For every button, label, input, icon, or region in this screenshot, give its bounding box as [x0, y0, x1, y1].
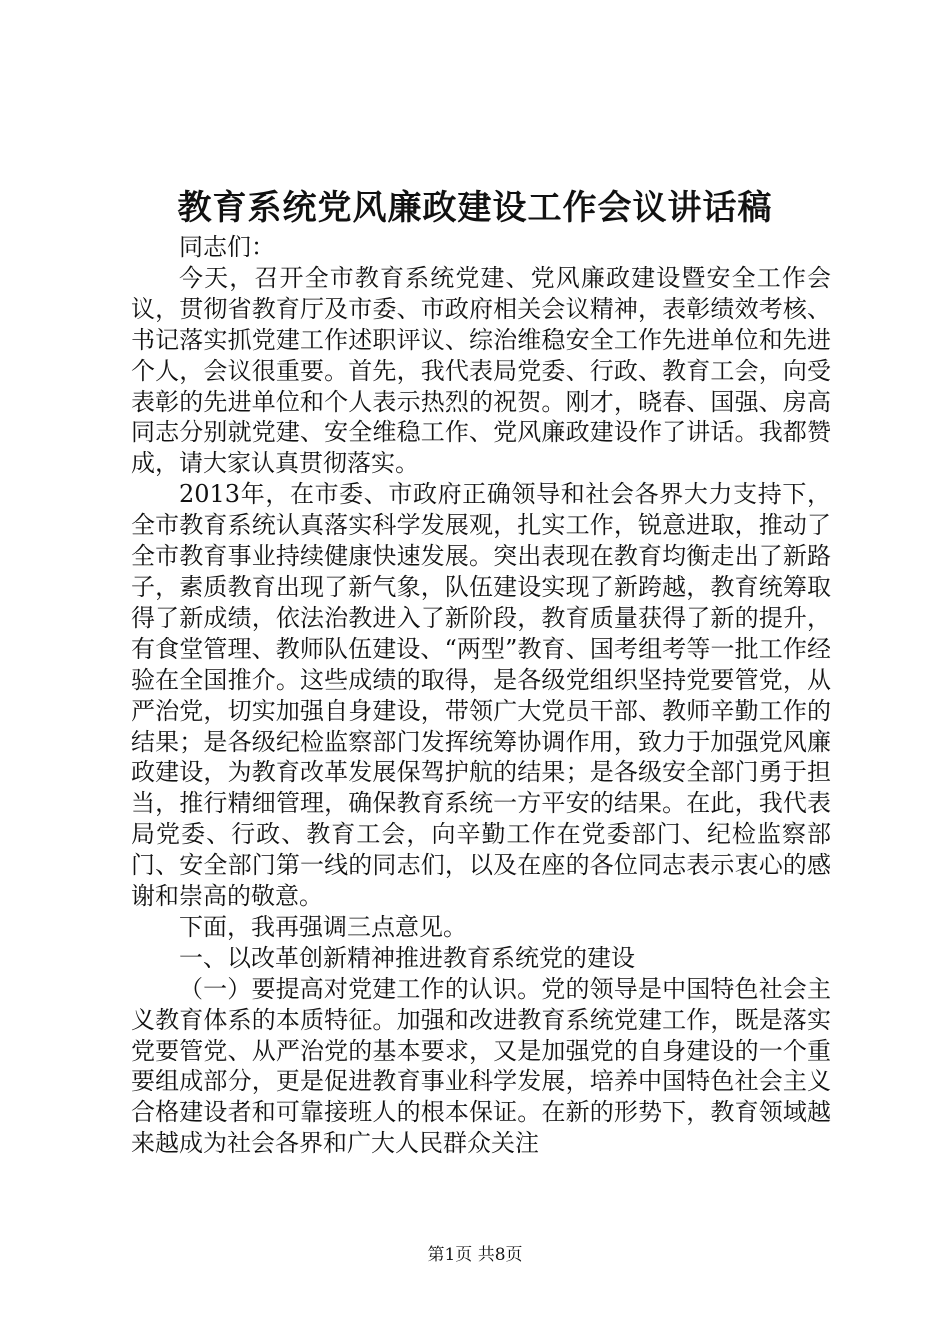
document-body — [131, 232, 831, 1159]
body-paragraph: 2013年，在市委、市政府正确领导和社会各界大力支持下，全市教育系统认真落实科学发展观，扎实工作，锐意进取，推动了全市教育事业持续健康快速发展。突出表现在教育均衡走出了新路子，素质教育出现了新气象，队伍建设实现了新跨越，教育统筹取得了新成绩，依法治教进入了新阶段，教育质量获得了新的提升，有食堂管理、教师队伍建设、“两型”教育、国考组考等一批工作经验在全国推介。这些成绩的取得，是各级党组织坚持党要管党，从严治党，切实加强自身建设，带领广大党员干部、教师辛勤工作的结果；是各级纪检监察部门发挥统筹协调作用，致力于加强党风廉政建设，为教育改革发展保驾护航的结果；是各级安全部门勇于担当，推行精细管理，确保教育系统一方平安的结果。在此，我代表局党委、行政、教育工会，向辛勤工作在党委部门、纪检监察部门、安全部门第一线的同志们，以及在座的各位同志表示衷心的感谢和崇高的敬意。 — [131, 480, 831, 911]
body-paragraph: （一）要提高对党建工作的认识。党的领导是中国特色社会主义教育体系的本质特征。加强和改进教育系统党建工作，既是落实党要管党、从严治党的基本要求，又是加强党的自身建设的一个重要组成部分，更是促进教育事业科学发展，培养中国特色社会主义合格建设者和可靠接班人的根本保证。在新的形势下，教育领域越来越成为社会各界和广大人民群众关注 — [131, 974, 831, 1158]
body-paragraph: 下面，我再强调三点意见。 — [179, 912, 467, 941]
page-number: 第1页 共8页 — [427, 1245, 523, 1265]
salutation-paragraph: 同志们： — [179, 233, 275, 261]
section-heading: 一、以改革创新精神推进教育系统党的建设 — [179, 943, 635, 972]
document-title: 教育系统党风廉政建设工作会议讲话稿 — [177, 188, 773, 228]
body-paragraph: 今天，召开全市教育系统党建、党风廉政建设暨安全工作会议，贯彻省教育厅及市委、市政府相关会议精神，表彰绩效考核、书记落实抓党建工作述职评议、综治维稳安全工作先进单位和先进个人，会议很重要。首先，我代表局党委、行政、教育工会，向受表彰的先进单位和个人表示热烈的祝贺。刚才，晓春、国强、房高同志分别就党建、安全维稳工作、党风廉政建设作了讲话。我都赞成，请大家认真贯彻落实。 — [131, 263, 831, 478]
